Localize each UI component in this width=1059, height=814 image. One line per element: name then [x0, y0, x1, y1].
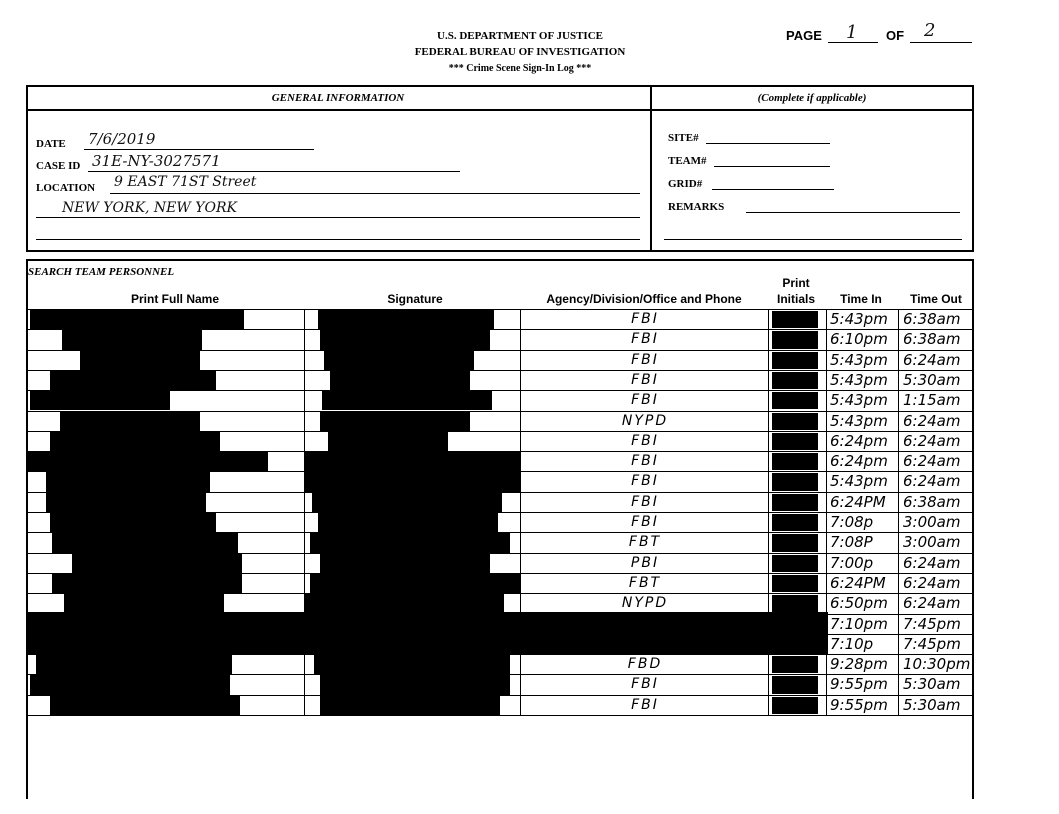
redacted-initials: [772, 676, 818, 693]
redacted-initials: [772, 413, 818, 430]
redacted-initials: [772, 656, 818, 673]
agency-cell: FBI: [631, 696, 659, 713]
time-in-cell: 5:43pm: [830, 472, 888, 491]
redacted-initials: [772, 453, 818, 470]
agency-cell: FBI: [631, 311, 659, 327]
remarks-label: REMARKS: [668, 201, 725, 213]
redacted-signature: [328, 432, 448, 451]
time-out-cell: 10:30pm: [903, 655, 971, 674]
row-divider: [26, 715, 974, 716]
time-in-cell: 6:10pm: [830, 330, 888, 349]
bureau-title: FEDERAL BUREAU OF INVESTIGATION: [414, 46, 626, 58]
time-in-cell: 6:24PM: [830, 573, 886, 592]
col-initials-header-top: Print: [782, 276, 810, 290]
redacted-initials: [772, 555, 818, 572]
time-in-cell: 5:43pm: [830, 310, 888, 328]
redacted-initials: [772, 433, 818, 450]
redacted-name: [50, 371, 216, 390]
col-time-in-header: Time In: [840, 292, 882, 306]
agency-cell: FBI: [631, 371, 659, 388]
time-out-cell: 6:24am: [903, 431, 961, 450]
page-indicator: [786, 20, 986, 46]
agency-cell: FBI: [631, 453, 659, 470]
agency-cell: FBI: [631, 331, 659, 348]
applicable-title: (Complete if applicable): [757, 92, 867, 104]
redacted-signature: [310, 533, 510, 552]
agency-cell: FBD: [627, 656, 663, 673]
redacted-initials: [772, 595, 818, 612]
redacted-name: [52, 574, 242, 593]
date-label: DATE: [36, 138, 66, 150]
location-value: 9 EAST 71ST Street: [114, 174, 257, 190]
agency-cell: FBI: [631, 351, 659, 368]
time-out-cell: 3:00am: [903, 513, 961, 531]
redacted-signature: [320, 675, 510, 694]
redacted-name: [80, 351, 200, 370]
redacted-name: [30, 391, 170, 410]
redacted-name: [52, 533, 238, 552]
time-in-cell: 9:28pm: [830, 655, 888, 674]
time-out-cell: 6:24am: [903, 452, 961, 471]
time-in-cell: 6:24pm: [830, 431, 888, 450]
redacted-signature: [330, 371, 470, 390]
grid-label: GRID#: [668, 178, 703, 190]
redacted-initials: [772, 514, 818, 531]
team-label: TEAM#: [668, 155, 707, 167]
redacted-signature: [312, 493, 502, 512]
time-in-cell: 6:24pm: [830, 452, 888, 471]
time-out-cell: 5:30am: [903, 675, 961, 694]
time-in-cell: 7:08P: [830, 533, 873, 552]
time-out-cell: 6:24am: [903, 350, 961, 369]
location-label: LOCATION: [36, 182, 96, 194]
of-label: OF: [886, 28, 905, 43]
agency-cell: FBT: [628, 574, 662, 591]
agency-cell: FBI: [631, 473, 659, 490]
page-number: 1: [846, 22, 858, 43]
redacted-signature: [318, 310, 494, 329]
time-in-cell: 5:43pm: [830, 411, 888, 430]
redacted-signature: [320, 554, 490, 573]
time-out-cell: 6:38am: [903, 310, 961, 328]
redacted-name: [28, 452, 268, 471]
redacted-rows: [26, 612, 828, 655]
redacted-name: [46, 472, 210, 491]
redacted-initials: [772, 311, 818, 328]
redacted-name: [72, 554, 242, 573]
time-out-cell: 6:24am: [903, 573, 961, 592]
redacted-name: [50, 696, 240, 715]
form-title: *** Crime Scene Sign-In Log ***: [448, 63, 592, 74]
agency-cell: FBI: [631, 392, 659, 409]
redacted-initials: [772, 494, 818, 511]
time-out-cell: 6:24am: [903, 594, 961, 613]
agency-cell: FBI: [631, 493, 659, 510]
time-in-cell: 9:55pm: [830, 695, 888, 714]
personnel-title: SEARCH TEAM PERSONNEL: [28, 266, 175, 278]
agency-cell: FBT: [628, 534, 662, 551]
redacted-name: [60, 412, 200, 431]
col-time-out-header: Time Out: [910, 292, 962, 306]
redacted-signature: [320, 330, 490, 349]
col-name-header: Print Full Name: [130, 292, 219, 306]
redacted-initials: [772, 473, 818, 490]
page-label: PAGE: [786, 28, 822, 43]
time-out-cell: 6:38am: [903, 330, 961, 349]
time-out-cell: 7:45pm: [903, 634, 961, 653]
redacted-name: [46, 493, 206, 512]
page-total: 2: [924, 20, 936, 41]
redacted-signature: [304, 472, 520, 491]
time-out-cell: 3:00am: [903, 533, 961, 552]
redacted-initials: [772, 352, 818, 369]
redacted-initials: [772, 392, 818, 409]
redacted-initials: [772, 331, 818, 348]
time-in-cell: 5:43pm: [830, 370, 888, 389]
agency-cell: NYPD: [621, 595, 669, 612]
redacted-signature: [314, 655, 510, 674]
redacted-signature: [324, 351, 474, 370]
time-out-cell: 1:15am: [903, 391, 961, 410]
case-id-label: CASE ID: [36, 160, 81, 172]
time-in-cell: 5:43pm: [830, 391, 888, 410]
redacted-signature: [318, 513, 498, 532]
redacted-name: [62, 330, 202, 349]
redacted-name: [50, 432, 220, 451]
redacted-signature: [310, 574, 520, 593]
time-out-cell: 5:30am: [903, 695, 961, 714]
redacted-signature: [304, 452, 520, 471]
time-out-cell: 6:24am: [903, 411, 961, 430]
time-out-cell: 5:30am: [903, 370, 961, 389]
site-label: SITE#: [668, 132, 699, 144]
general-info-title: GENERAL INFORMATION: [271, 92, 405, 104]
department-title: U.S. DEPARTMENT OF JUSTICE: [437, 30, 603, 42]
redacted-name: [30, 675, 230, 694]
time-out-cell: 6:24am: [903, 472, 961, 491]
time-in-cell: 5:43pm: [830, 350, 888, 369]
time-in-cell: 6:50pm: [830, 594, 888, 613]
time-out-cell: 6:38am: [903, 492, 961, 511]
agency-cell: PBI: [630, 554, 660, 571]
agency-cell: FBI: [631, 514, 659, 530]
time-in-cell: 7:10pm: [830, 614, 888, 633]
time-in-cell: 7:08p: [830, 513, 874, 531]
time-in-cell: 7:10p: [830, 634, 874, 653]
location-line2: NEW YORK, NEW YORK: [62, 200, 237, 216]
date-value: 7/6/2019: [88, 130, 156, 148]
col-signature-header: Signature: [387, 292, 443, 306]
redacted-signature: [320, 412, 470, 431]
time-in-cell: 9:55pm: [830, 675, 888, 694]
agency-cell: FBI: [631, 432, 659, 449]
redacted-name: [30, 310, 244, 329]
time-in-cell: 7:00p: [830, 553, 874, 572]
time-out-cell: 7:45pm: [903, 614, 961, 633]
redacted-initials: [772, 534, 818, 551]
redacted-signature: [322, 391, 492, 410]
case-id-value: 31E-NY-3027571: [92, 152, 221, 170]
time-in-cell: 6:24PM: [830, 492, 886, 511]
col-initials-header: Initials: [776, 292, 815, 306]
redacted-name: [36, 655, 232, 674]
redacted-initials: [772, 372, 818, 389]
col-agency-header: Agency/Division/Office and Phone: [546, 292, 742, 306]
redacted-initials: [772, 697, 818, 714]
agency-cell: NYPD: [621, 412, 669, 429]
redacted-name: [50, 513, 216, 532]
time-out-cell: 6:24am: [903, 553, 961, 572]
agency-cell: FBI: [631, 676, 659, 693]
redacted-initials: [772, 575, 818, 592]
redacted-signature: [320, 696, 500, 715]
